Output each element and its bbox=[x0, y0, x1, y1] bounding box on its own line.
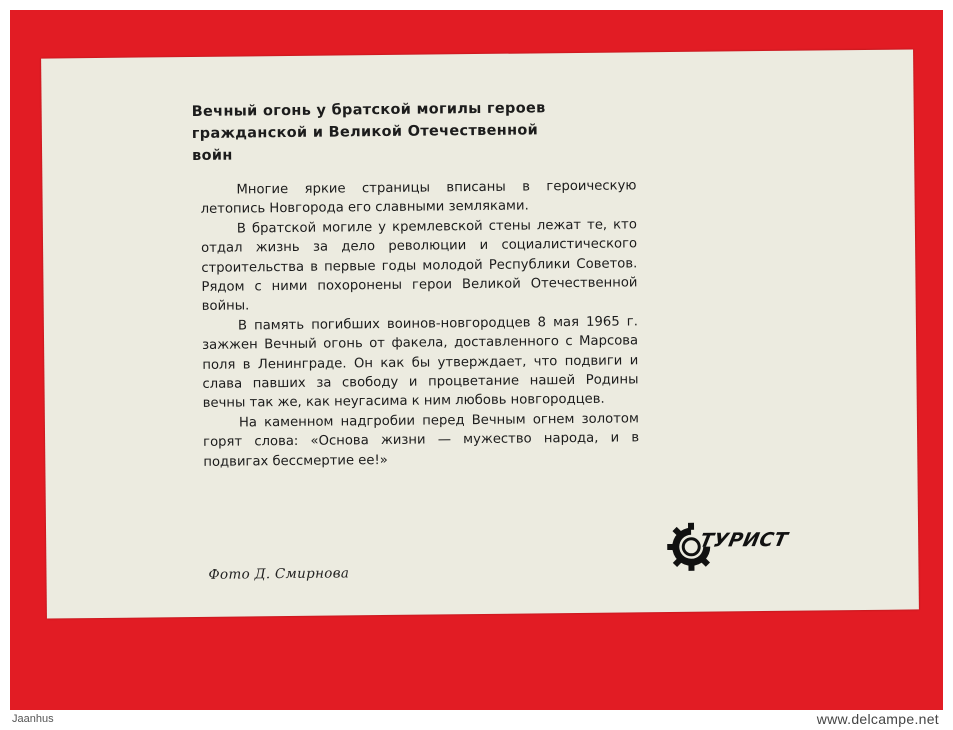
postcard bbox=[41, 49, 919, 618]
red-background bbox=[10, 10, 943, 710]
photo-credit: Фото Д. Смирнова bbox=[208, 565, 350, 583]
watermark-left: Jaanhus bbox=[12, 713, 54, 725]
logo-text: ТУРИСТ bbox=[697, 528, 790, 552]
card-heading: Вечный огонь у братской могилы героев гражданской и Великой Отечественной войн bbox=[191, 100, 546, 165]
watermark-right: www.delcampe.net bbox=[816, 711, 939, 727]
paragraph-3: В память погибших воинов-новгородцев 8 мая 1965 г. зажжен Вечный огонь от факела, доставленного с Марсова поля в Ленинграде. Он как бы утверждает, что подвиги и слава павших за свободу и процветание нашей Родины вечны так же, как неугасима к ним любовь новгородцев. bbox=[202, 314, 639, 412]
card-body bbox=[200, 176, 639, 472]
turist-logo bbox=[666, 519, 797, 576]
paragraph-4: На каменном надгробии перед Вечным огнем золотом горят слова: «Основа жизни — мужество народа, и в подвигах бессмертие ее!» bbox=[203, 411, 640, 470]
paragraph-1: Многие яркие страницы вписаны в героическую летопись Новгорода его славными земляками. bbox=[200, 178, 637, 218]
paragraph-2: В братской могиле у кремлевской стены лежат те, кто отдал жизнь за дело революции и социалистического строительства в первые годы молодой Республики Советов. Рядом с ними похоронены герои Великой Отечественной войны. bbox=[201, 217, 638, 315]
